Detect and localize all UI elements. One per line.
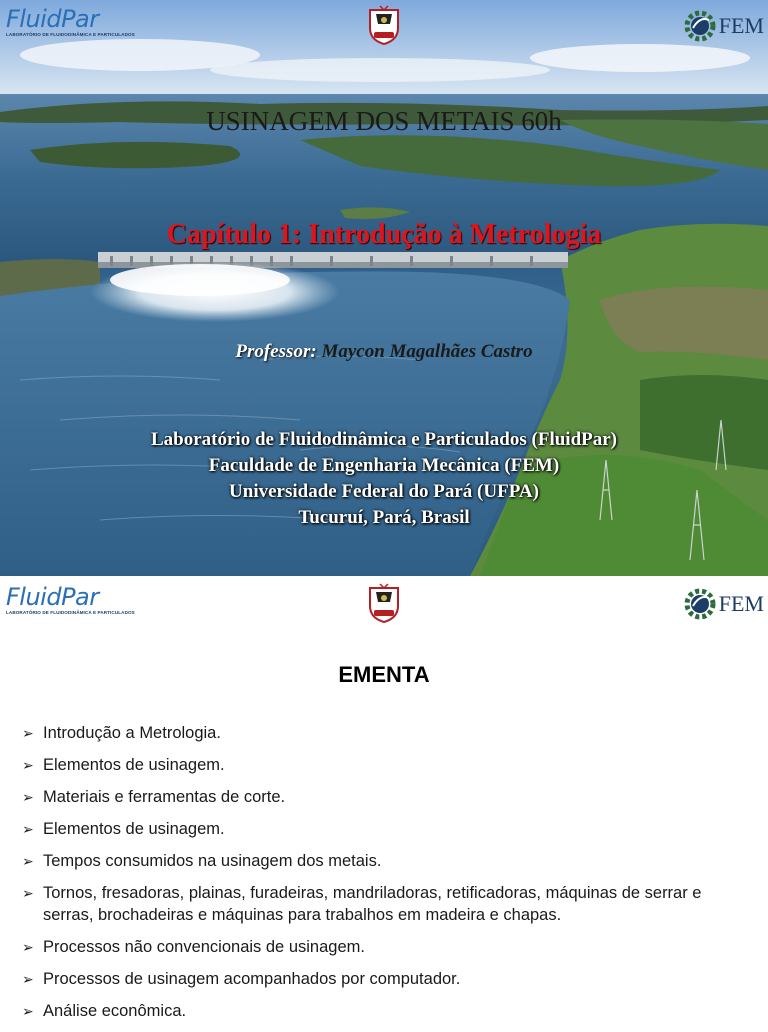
fluidpar-logo-2 xyxy=(6,585,135,615)
fem-logo-2 xyxy=(683,584,764,624)
list-item-text: Tornos, fresadoras, plainas, furadeiras, mandriladoras, retificadoras, máquinas de serrar e serras, brochadeiras e máquinas para trabalhos em madeira e chapas. xyxy=(43,884,702,924)
list-item-text: Análise econômica. xyxy=(43,1002,187,1020)
list-item xyxy=(22,722,752,744)
list-item-text: Materiais e ferramentas de corte. xyxy=(43,788,286,806)
ementa-list xyxy=(22,722,752,1032)
professor-line xyxy=(0,341,768,363)
list-item xyxy=(22,754,752,776)
list-item xyxy=(22,786,752,808)
ementa-heading: EMENTA xyxy=(338,662,430,687)
fluidpar-logo-word: FluidPar xyxy=(6,583,99,611)
fem-logo-text: FEM xyxy=(718,591,764,616)
list-item xyxy=(22,936,752,958)
course-title: USINAGEM DOS METAIS 60h xyxy=(206,106,562,136)
institution-line-faculty: Faculdade de Engenharia Mecânica (FEM) xyxy=(208,455,560,476)
fem-logo-text: FEM xyxy=(718,13,764,38)
list-item xyxy=(22,968,752,990)
arrow-bullet-icon: ➢ xyxy=(22,725,34,741)
gear-icon xyxy=(683,6,717,46)
list-item xyxy=(22,850,752,872)
arrow-bullet-icon: ➢ xyxy=(22,885,34,901)
ementa-slide xyxy=(0,576,768,1024)
list-item xyxy=(22,882,752,926)
list-item-text: Elementos de usinagem. xyxy=(43,756,225,774)
arrow-bullet-icon: ➢ xyxy=(22,821,34,837)
fem-logo xyxy=(683,6,764,46)
list-item-text: Elementos de usinagem. xyxy=(43,820,225,838)
arrow-bullet-icon: ➢ xyxy=(22,939,34,955)
institution-line-lab: Laboratório de Fluidodinâmica e Particulados (FluidPar) xyxy=(150,429,618,450)
list-item xyxy=(22,818,752,840)
arrow-bullet-icon: ➢ xyxy=(22,757,34,773)
list-item-text: Processos não convencionais de usinagem. xyxy=(43,938,365,956)
list-item-text: Processos de usinagem acompanhados por computador. xyxy=(43,970,461,988)
arrow-bullet-icon: ➢ xyxy=(22,1003,34,1019)
fluidpar-logo-subtitle: LABORATÓRIO DE FLUIDODINÂMICA E PARTICULADOS xyxy=(6,32,135,37)
fluidpar-logo-subtitle: LABORATÓRIO DE FLUIDODINÂMICA E PARTICULADOS xyxy=(6,610,135,615)
arrow-bullet-icon: ➢ xyxy=(22,971,34,987)
institution-line-university: Universidade Federal do Pará (UFPA) xyxy=(229,481,539,502)
list-item-text: Introdução a Metrologia. xyxy=(43,724,221,742)
professor-name: Maycon Magalhães Castro xyxy=(316,341,533,362)
gear-icon xyxy=(683,584,717,624)
ufpa-crest-icon xyxy=(366,4,402,46)
arrow-bullet-icon: ➢ xyxy=(22,853,34,869)
fluidpar-logo-word: FluidPar xyxy=(6,5,99,33)
professor-label: Professor: xyxy=(235,341,317,362)
ufpa-crest-icon-2 xyxy=(366,582,402,624)
arrow-bullet-icon: ➢ xyxy=(22,789,34,805)
list-item xyxy=(22,1000,752,1022)
institution-line-location: Tucuruí, Pará, Brasil xyxy=(298,507,470,528)
list-item-text: Tempos consumidos na usinagem dos metais. xyxy=(43,852,382,870)
fluidpar-logo xyxy=(6,7,135,37)
chapter-title: Capítulo 1: Introdução à Metrologia xyxy=(166,219,602,250)
institution-block xyxy=(0,427,768,531)
